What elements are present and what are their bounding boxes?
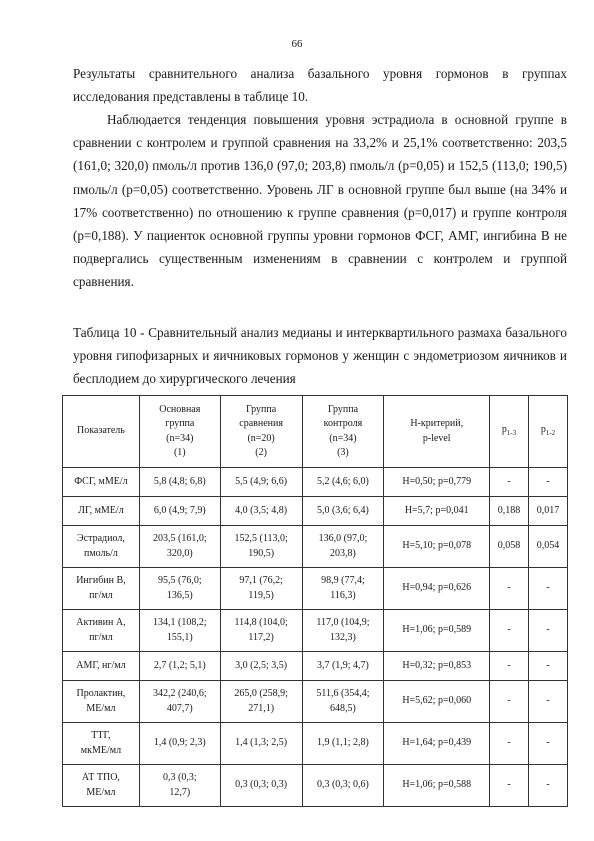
cell-line: 0,3 (0,3; 0,6) (316, 779, 369, 791)
cell-line: 3,0 (2,5; 3,5) (235, 659, 288, 671)
cell-line: - (507, 737, 511, 749)
header-line: Н-критерий, (410, 418, 464, 429)
table-cell (302, 526, 384, 568)
header-indicator (63, 396, 140, 468)
table-row (63, 723, 568, 765)
cell-line: 2,7 (1,2; 5,1) (153, 659, 206, 671)
header-comparison-group (220, 396, 302, 468)
header-main-group (139, 396, 220, 468)
cell-line: - (507, 624, 511, 636)
p-symbol: p (540, 423, 546, 435)
table-cell (529, 568, 568, 610)
table-row (63, 497, 568, 526)
cell-line: пг/мл (89, 589, 113, 601)
table-cell (384, 468, 490, 497)
cell-line: 203,8) (330, 547, 356, 559)
header-line: сравнения (239, 418, 283, 429)
cell-line: 136,5) (166, 589, 193, 601)
cell-line: 342,2 (240,6; (152, 688, 207, 699)
header-line: (n=34) (329, 432, 357, 444)
cell-line: - (546, 475, 550, 487)
cell-line: Эстрадиол, (77, 533, 125, 544)
cell-line: 4,0 (3,5; 4,8) (235, 504, 288, 516)
cell-line: Н=5,10; р=0,078 (402, 540, 472, 552)
table-row (63, 652, 568, 681)
cell-line: Ингибин В, (76, 575, 126, 586)
cell-line: 407,7) (166, 702, 193, 714)
table-cell (529, 765, 568, 807)
cell-line: пмоль/л (84, 547, 118, 559)
cell-line: 320,0) (166, 547, 193, 559)
table-cell (490, 681, 529, 723)
table-cell (384, 568, 490, 610)
table-cell (302, 652, 384, 681)
table-cell (490, 652, 529, 681)
cell-line: 0,188 (497, 504, 521, 516)
cell-line: - (507, 659, 511, 671)
table-cell (220, 681, 302, 723)
cell-line: 0,054 (536, 540, 560, 552)
table-cell (220, 723, 302, 765)
table-cell (302, 681, 384, 723)
hormone-comparison-table (62, 395, 568, 807)
cell-line: - (546, 624, 550, 636)
cell-line: - (507, 582, 511, 594)
cell-line: 5,8 (4,8; 6,8) (153, 475, 206, 487)
cell-line: 1,9 (1,1; 2,8) (316, 737, 369, 749)
cell-line: 97,1 (76,2; (239, 575, 283, 586)
cell-line: Н=0,32; р=0,853 (402, 659, 472, 671)
header-line: (n=20) (247, 432, 275, 444)
header-line: Основная (159, 403, 201, 415)
table-cell (490, 468, 529, 497)
table-cell (220, 497, 302, 526)
table-cell (220, 765, 302, 807)
table-body (63, 468, 568, 807)
p-subscript: 1-2 (545, 428, 556, 437)
header-h-criterion (384, 396, 490, 468)
results-intro-paragraph: Результаты сравнительного анализа базального уровня гормонов в группах исследования представлены в таблице 10. (73, 66, 567, 105)
table-cell (529, 468, 568, 497)
table-cell (490, 497, 529, 526)
cell-line: - (546, 737, 550, 749)
cell-line: 5,2 (4,6; 6,0) (316, 475, 369, 487)
p-symbol: p (501, 423, 507, 435)
cell-line: 3,7 (1,9; 4,7) (316, 659, 369, 671)
cell-line: Н=1,64; р=0,439 (402, 737, 472, 749)
cell-line: 116,3) (330, 589, 356, 601)
cell-line: Н=1,06; р=0,589 (402, 624, 472, 636)
table-cell (139, 765, 220, 807)
p-subscript: 1-3 (506, 428, 517, 437)
table-cell (302, 497, 384, 526)
table-cell (490, 765, 529, 807)
table-cell (220, 652, 302, 681)
header-p-1-2 (529, 396, 568, 468)
table-cell (220, 568, 302, 610)
table-cell (63, 468, 140, 497)
header-line: p-level (422, 432, 451, 444)
cell-line: АТ ТПО, (81, 772, 120, 783)
table-cell (139, 610, 220, 652)
table-cell (63, 652, 140, 681)
cell-line: 190,5) (248, 547, 275, 559)
table-cell (139, 723, 220, 765)
table-row (63, 526, 568, 568)
cell-line: - (546, 659, 550, 671)
cell-line: пг/мл (89, 631, 113, 643)
table-cell (529, 610, 568, 652)
header-line: Группа (327, 403, 359, 415)
header-line: (n=34) (166, 432, 194, 444)
cell-line: 134,1 (108,2; (152, 617, 207, 628)
table-cell (529, 526, 568, 568)
table-caption: Таблица 10 - Сравнительный анализ медианы и интерквартильного размаха базального уровня гипофизарных и яичниковых гормонов у женщин с эндометриозом яичников и бесплодием до хирургического лечения (73, 325, 567, 387)
table-cell (63, 610, 140, 652)
cell-line: ФСГ, мМЕ/л (74, 475, 128, 487)
cell-line: 0,058 (497, 540, 521, 552)
cell-line: 119,5) (248, 589, 274, 601)
table-header-row (63, 396, 568, 468)
table-cell (302, 468, 384, 497)
cell-line: 114,8 (104,0; (234, 617, 288, 628)
table-cell (139, 468, 220, 497)
cell-line: - (507, 779, 511, 791)
table-cell (302, 568, 384, 610)
table-cell (490, 610, 529, 652)
table-cell (139, 497, 220, 526)
cell-line: Н=0,50; р=0,779 (402, 475, 472, 487)
cell-line: 511,6 (354,4; (316, 688, 370, 699)
cell-line: Н=5,7; р=0,041 (404, 504, 469, 516)
cell-line: мкМЕ/мл (80, 744, 122, 756)
cell-line: Пролактин, (76, 688, 126, 699)
cell-line: - (546, 582, 550, 594)
header-line: (2) (255, 447, 267, 458)
table-cell (384, 681, 490, 723)
header-line: Группа (246, 403, 277, 415)
cell-line: 0,3 (0,3; (162, 772, 197, 783)
cell-line: АМГ, нг/мл (76, 659, 126, 671)
table-cell (529, 681, 568, 723)
cell-line: 1,4 (0,9; 2,3) (153, 737, 206, 749)
cell-line: МЕ/мл (86, 702, 116, 714)
cell-line: 648,5) (330, 702, 356, 714)
table-cell (384, 497, 490, 526)
cell-line: - (507, 695, 511, 707)
table-cell (302, 610, 384, 652)
cell-line: - (507, 475, 511, 487)
cell-line: 1,4 (1,3; 2,5) (235, 737, 288, 749)
cell-line: 132,3) (330, 631, 356, 643)
table-row (63, 765, 568, 807)
table-cell (384, 610, 490, 652)
cell-line: МЕ/мл (86, 786, 116, 798)
cell-line: 0,017 (536, 504, 560, 516)
header-line: группа (165, 418, 195, 429)
cell-line: Н=0,94; р=0,626 (402, 582, 472, 594)
table-row (63, 568, 568, 610)
cell-line: 155,1) (166, 631, 193, 643)
table-cell (384, 652, 490, 681)
cell-line: 117,0 (104,9; (316, 617, 370, 628)
header-p-1-3 (490, 396, 529, 468)
table-cell (220, 526, 302, 568)
cell-line: 98,9 (77,4; (321, 575, 365, 586)
table-cell (63, 526, 140, 568)
page-number: 66 (291, 38, 303, 50)
cell-line: 117,2) (248, 631, 274, 643)
table-cell (302, 765, 384, 807)
table-cell (384, 765, 490, 807)
table-cell (529, 497, 568, 526)
cell-line: 5,0 (3,6; 6,4) (316, 504, 369, 516)
table-cell (529, 652, 568, 681)
table-cell (63, 497, 140, 526)
table-row (63, 681, 568, 723)
cell-line: 265,0 (258,9; (234, 688, 288, 699)
table-cell (220, 468, 302, 497)
table-row (63, 468, 568, 497)
cell-line: Н=1,06; р=0,588 (402, 779, 472, 791)
table-cell (384, 526, 490, 568)
cell-line: 0,3 (0,3; 0,3) (235, 779, 288, 791)
table-cell (139, 526, 220, 568)
cell-line: Активин А, (76, 617, 126, 628)
cell-line: 203,5 (161,0; (152, 533, 207, 544)
cell-line: 6,0 (4,9; 7,9) (153, 504, 206, 516)
header-line: контроля (323, 418, 363, 429)
table-cell (220, 610, 302, 652)
cell-line: - (546, 695, 550, 707)
table-cell (139, 568, 220, 610)
table-cell (63, 723, 140, 765)
cell-line: - (546, 779, 550, 791)
table-cell (63, 765, 140, 807)
header-control-group (302, 396, 384, 468)
header-line: (3) (337, 447, 349, 458)
table-cell (490, 568, 529, 610)
header-line: (1) (173, 447, 186, 458)
cell-line: ЛГ, мМЕ/л (78, 504, 124, 516)
header-line: Показатель (77, 425, 125, 437)
table-cell (490, 526, 529, 568)
table-cell (139, 652, 220, 681)
cell-line: Н=5,62; р=0,060 (402, 695, 472, 707)
table-cell (384, 723, 490, 765)
table-cell (490, 723, 529, 765)
cell-line: 136,0 (97,0; (318, 533, 368, 544)
table-cell (302, 723, 384, 765)
table-row (63, 610, 568, 652)
cell-line: 271,1) (248, 702, 275, 714)
table-cell (139, 681, 220, 723)
cell-line: ТТГ, (91, 730, 111, 741)
cell-line: 5,5 (4,9; 6,6) (235, 475, 288, 487)
estradiol-findings-paragraph: Наблюдается тенденция повышения уровня эстрадиола в основной группе в сравнении с контролем и группой сравнения на 33,2% и 25,1% соответственно: 203,5 (161,0; 320,0) пмоль/л против 136,0 (97,0; 203,8) пмоль/л (р=0,05) и 152,5 (113,0; 190,5) пмоль/л (р=0,05) соответственно. Уровень ЛГ в основной группе был выше (на 34% и 17% соответственно) по отношению к группе сравнения (р=0,017) и группе контроля (р=0,188). У пациенток основной группы уровни гормонов ФСГ, АМГ, ингибина В не подвергались существенным изменениям в сравнении с контролем и группой сравнения. (73, 112, 567, 290)
table-cell (63, 568, 140, 610)
cell-line: 12,7) (169, 786, 191, 798)
cell-line: 152,5 (113,0; (234, 533, 288, 544)
table-cell (63, 681, 140, 723)
cell-line: 95,5 (76,0; (157, 575, 202, 586)
table-cell (529, 723, 568, 765)
